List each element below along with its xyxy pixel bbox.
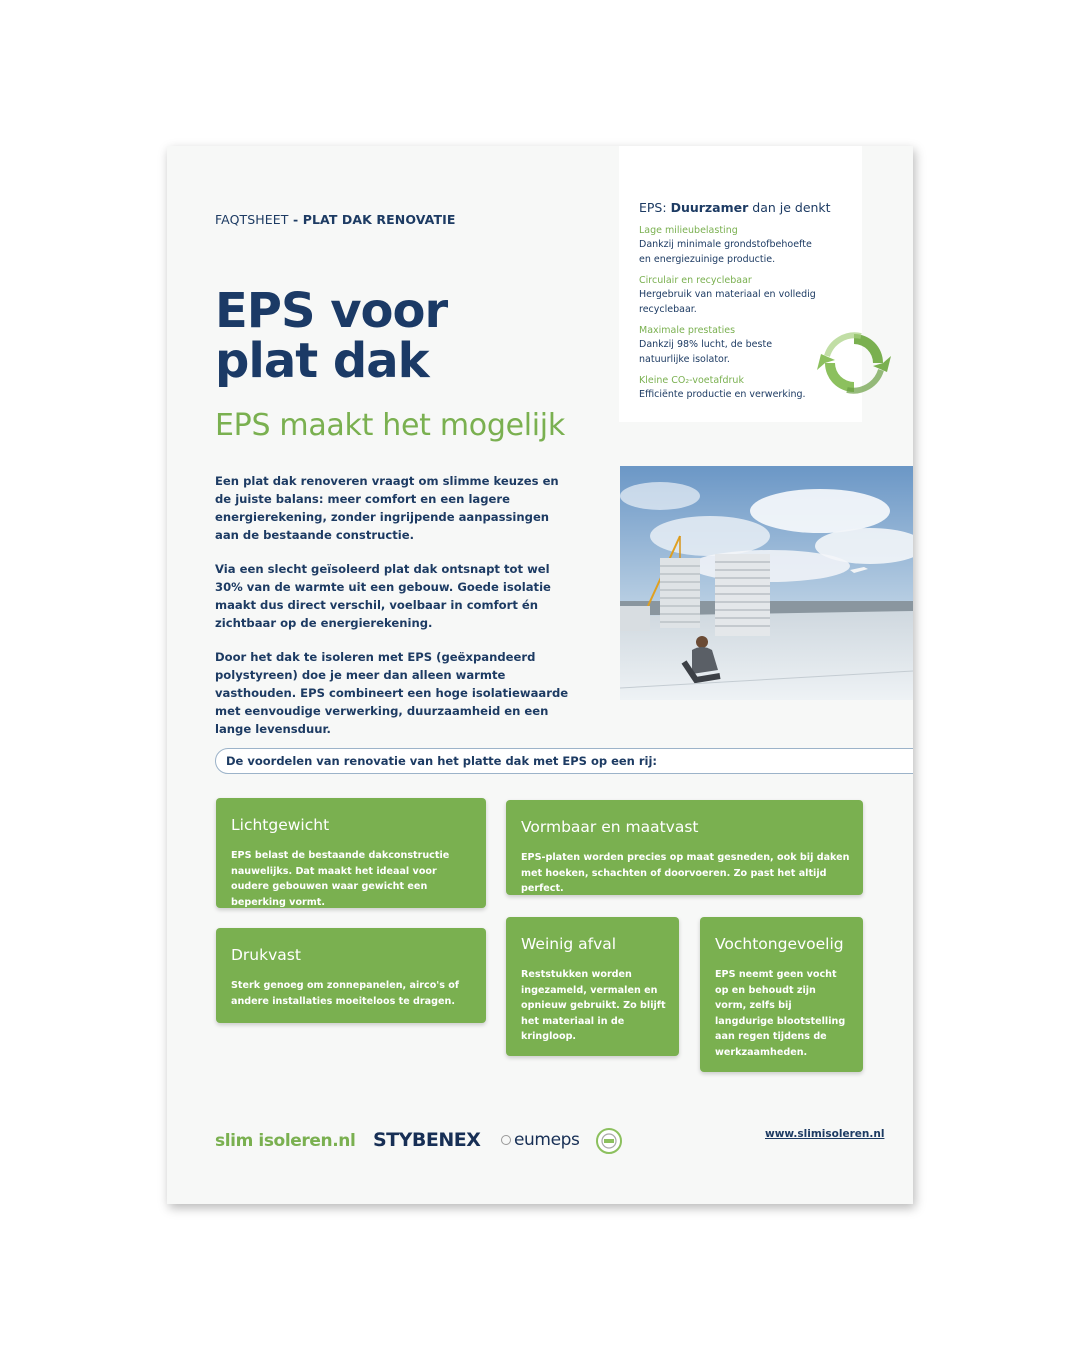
infobox-item: [639, 324, 819, 367]
benefit-card-vochtongevoelig: [700, 917, 863, 1072]
infobox-list: [639, 224, 819, 409]
page-title: [215, 283, 575, 389]
infobox-heading-bold: Duurzamer: [670, 200, 749, 215]
slim-isoleren-logo: slim isoleren.nl: [215, 1131, 356, 1151]
infobox-item-title: Lage milieubelasting: [639, 225, 738, 236]
sustainability-infobox: [619, 146, 862, 422]
card-text: Sterk genoeg om zonnepanelen, airco's of andere installaties moeiteloos te dragen.: [231, 980, 460, 1007]
infobox-item-desc: Dankzij minimale grondstofbehoefte en energiezuinige productie.: [639, 239, 812, 265]
intro-paragraph: Via een slecht geïsoleerd plat dak ontsnapt tot wel 30% van de warmte uit een gebouw. Goede isolatie maakt dus direct verschil, voelbaar in comfort én zichtbaar op de energierekening.: [215, 562, 551, 630]
infobox-item: [639, 224, 819, 267]
kicker-suffix: PLAT DAK RENOVATIE: [302, 212, 456, 227]
factsheet-page: [167, 146, 913, 1204]
card-title: Vochtongevoelig: [715, 935, 844, 953]
kicker-prefix: FAQTSHEET: [215, 212, 289, 227]
infobox-heading-suffix: dan je denkt: [748, 200, 831, 215]
infobox-item-title: Kleine CO₂-voetafdruk: [639, 375, 744, 386]
card-text: EPS belast de bestaande dakconstructie nauwelijks. Dat maakt het ideaal voor oudere gebouwen waar gewicht een beperking vormt.: [231, 850, 450, 908]
kicker-separator: -: [288, 212, 303, 227]
card-title: Vormbaar en maatvast: [521, 818, 699, 836]
eumeps-logo-text: eumeps: [514, 1130, 580, 1150]
infobox-item: [639, 374, 819, 402]
infobox-item-desc: Hergebruik van materiaal en volledig recyclebaar.: [639, 289, 816, 315]
intro-paragraph: Door het dak te isoleren met EPS (geëxpandeerd polystyreen) doe je meer dan alleen warmte vasthouden. EPS combineert een hoge isolatiewaarde met eenvoudige verwerking, duurzaamheid en een lange levensduur.: [215, 650, 569, 736]
infobox-item-desc: Dankzij 98% lucht, de beste natuurlijke isolator.: [639, 339, 773, 365]
stybenex-logo: STYBENEX: [373, 1129, 481, 1151]
page-subtitle: EPS maakt het mogelijk: [215, 408, 565, 443]
recycle-icon: [817, 326, 891, 400]
card-title: Weinig afval: [521, 935, 617, 953]
footer: [215, 1128, 885, 1158]
title-line-1: EPS voor: [215, 283, 448, 339]
seal-logo-icon: [595, 1127, 623, 1155]
infobox-heading: [639, 200, 831, 215]
benefit-card-weinig-afval: [506, 917, 679, 1056]
intro-text: [215, 472, 575, 754]
benefits-heading: De voordelen van renovatie van het platte dak met EPS op een rij:: [226, 754, 658, 768]
benefit-card-drukvast: [216, 928, 486, 1023]
infobox-heading-prefix: EPS:: [639, 200, 671, 215]
website-link[interactable]: www.slimisoleren.nl: [765, 1128, 885, 1140]
eumeps-logo: [501, 1130, 580, 1150]
benefit-card-vormbaar: [506, 800, 863, 895]
eumeps-mark-icon: [501, 1135, 511, 1145]
infobox-item-desc: Efficiënte productie en verwerking.: [639, 389, 806, 400]
infobox-item-title: Circulair en recyclebaar: [639, 275, 752, 286]
benefits-heading-bar: [215, 748, 913, 774]
card-text: EPS-platen worden precies op maat gesneden, ook bij daken met hoeken, schachten of doorvoeren. Zo past het altijd perfect.: [521, 852, 850, 894]
card-text: Reststukken worden ingezameld, vermalen en opnieuw gebruikt. Zo blijft het materiaal in de kringloop.: [521, 969, 666, 1042]
infobox-item: [639, 274, 819, 317]
card-title: Drukvast: [231, 946, 301, 964]
roof-photo: [620, 466, 913, 700]
benefit-card-lichtgewicht: [216, 798, 486, 908]
card-title: Lichtgewicht: [231, 816, 330, 834]
title-line-2: plat dak: [215, 333, 429, 389]
card-text: EPS neemt geen vocht op en behoudt zijn vorm, zelfs bij langdurige blootstelling aan regen tijdens de werkzaamheden.: [715, 969, 846, 1058]
kicker: [215, 212, 455, 227]
infobox-item-title: Maximale prestaties: [639, 325, 736, 336]
intro-paragraph: Een plat dak renoveren vraagt om slimme keuzes en de juiste balans: meer comfort en een lagere energierekening, zonder ingrijpende aanpassingen aan de bestaande constructie.: [215, 474, 559, 542]
